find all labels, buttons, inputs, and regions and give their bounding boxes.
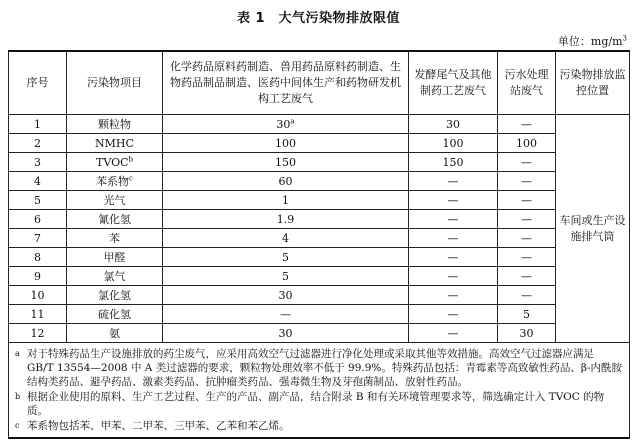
cell-wastewater-limit-text: — xyxy=(521,155,532,169)
table-row xyxy=(9,324,630,343)
cell-pollutant xyxy=(67,286,163,305)
cell-no-text: 6 xyxy=(34,212,41,226)
header-wastewater: 污水处理站废气 xyxy=(498,51,556,115)
cell-pollutant-footnote-mark: c xyxy=(129,173,133,182)
cell-fermentation-limit xyxy=(409,286,498,305)
cell-pollutant-text: 硫化氢 xyxy=(98,307,131,321)
cell-wastewater-limit-text: — xyxy=(521,174,532,188)
cell-pharma-limit xyxy=(163,324,409,343)
cell-no xyxy=(9,305,67,324)
cell-no xyxy=(9,153,67,172)
cell-fermentation-limit-text: — xyxy=(447,193,459,207)
cell-fermentation-limit xyxy=(409,305,498,324)
cell-fermentation-limit xyxy=(409,134,498,153)
header-no: 序号 xyxy=(9,51,67,115)
cell-fermentation-limit-text: — xyxy=(447,326,459,340)
cell-wastewater-limit xyxy=(498,305,556,324)
cell-monitor-location: 车间或生产设施排气筒 xyxy=(556,115,630,343)
cell-no-text: 10 xyxy=(30,288,45,302)
cell-wastewater-limit xyxy=(498,153,556,172)
cell-fermentation-limit xyxy=(409,267,498,286)
cell-no-text: 4 xyxy=(34,174,41,188)
footnote xyxy=(15,419,623,433)
cell-pollutant xyxy=(67,153,163,172)
cell-pharma-limit xyxy=(163,229,409,248)
cell-no xyxy=(9,324,67,343)
table-row xyxy=(9,153,630,172)
cell-pollutant-text: NMHC xyxy=(95,136,134,150)
cell-pharma-limit xyxy=(163,286,409,305)
cell-wastewater-limit-text: 5 xyxy=(523,307,530,321)
cell-pharma-limit-footnote-mark: a xyxy=(290,116,295,125)
cell-fermentation-limit xyxy=(409,229,498,248)
cell-no xyxy=(9,210,67,229)
cell-no-text: 9 xyxy=(34,269,41,283)
table-row xyxy=(9,172,630,191)
footnote xyxy=(15,390,623,418)
cell-wastewater-limit xyxy=(498,210,556,229)
cell-pharma-limit-text: 5 xyxy=(282,250,289,264)
cell-pollutant xyxy=(67,172,163,191)
cell-wastewater-limit-text: — xyxy=(521,212,532,226)
cell-pharma-limit-text: 1.9 xyxy=(276,212,295,226)
table-title: 表 1 大气污染物排放限值 xyxy=(236,11,401,26)
cell-pharma-limit-text: 1 xyxy=(282,193,289,207)
cell-no xyxy=(9,134,67,153)
cell-fermentation-limit-text: 150 xyxy=(442,155,464,169)
footnote-text: 根据企业使用的原料、生产工艺过程、生产的产品、副产品，结合附录 B 和有关环境管理要求等，筛选确定计入 TVOC 的物质。 xyxy=(27,391,605,417)
cell-wastewater-limit xyxy=(498,115,556,134)
cell-pharma-limit xyxy=(163,134,409,153)
table-row xyxy=(9,267,630,286)
emission-limits-table xyxy=(8,50,630,439)
unit-superscript: 3 xyxy=(622,34,627,43)
cell-wastewater-limit xyxy=(498,267,556,286)
cell-pollutant-footnote-mark: b xyxy=(128,154,133,163)
cell-no xyxy=(9,286,67,305)
cell-pollutant xyxy=(67,229,163,248)
cell-no xyxy=(9,229,67,248)
cell-no xyxy=(9,191,67,210)
cell-no-text: 2 xyxy=(34,136,41,150)
footnote-text: 苯系物包括苯、甲苯、二甲苯、三甲苯、乙苯和苯乙烯。 xyxy=(27,420,290,432)
cell-fermentation-limit-text: — xyxy=(447,231,459,245)
cell-wastewater-limit-text: — xyxy=(521,193,532,207)
cell-pollutant xyxy=(67,248,163,267)
cell-wastewater-limit-text: — xyxy=(521,117,532,131)
cell-wastewater-limit xyxy=(498,248,556,267)
cell-pollutant xyxy=(67,134,163,153)
cell-fermentation-limit xyxy=(409,153,498,172)
footnote-mark: b xyxy=(15,392,21,401)
cell-fermentation-limit-text: — xyxy=(447,307,459,321)
cell-wastewater-limit xyxy=(498,191,556,210)
cell-fermentation-limit-text: — xyxy=(447,212,459,226)
cell-wastewater-limit-text: — xyxy=(521,269,532,283)
header-fermentation: 发酵尾气及其他制药工艺废气 xyxy=(409,51,498,115)
table-row xyxy=(9,210,630,229)
cell-pollutant xyxy=(67,305,163,324)
cell-no-text: 12 xyxy=(30,326,45,340)
cell-no-text: 8 xyxy=(34,250,41,264)
cell-no-text: 11 xyxy=(30,307,45,321)
cell-pollutant xyxy=(67,324,163,343)
cell-wastewater-limit-text: 100 xyxy=(516,136,537,150)
cell-pharma-limit-text: 30 xyxy=(278,288,293,302)
cell-pharma-limit-text: — xyxy=(280,307,291,321)
footnote-mark: a xyxy=(15,349,20,358)
cell-fermentation-limit xyxy=(409,115,498,134)
cell-no xyxy=(9,267,67,286)
table-row xyxy=(9,229,630,248)
footnotes-cell xyxy=(9,343,630,439)
cell-wastewater-limit-text: — xyxy=(521,231,532,245)
cell-pollutant-text: 苯 xyxy=(109,231,120,245)
cell-wastewater-limit xyxy=(498,134,556,153)
cell-pharma-limit xyxy=(163,210,409,229)
table-row xyxy=(9,286,630,305)
cell-pollutant xyxy=(67,115,163,134)
cell-fermentation-limit xyxy=(409,324,498,343)
unit-text: 单位：mg/m xyxy=(557,35,623,48)
cell-wastewater-limit xyxy=(498,229,556,248)
footnote-text: 对于特殊药品生产设施排放的药尘废气，应采用高效空气过滤器进行净化处理或采取其他等效措施。高效空气过滤器应满足 GB/T 13554—2008 中 A 类过滤器的要求，颗粒物处理效率不低于 99.9%。特殊药品包括：青霉素等高致敏性药品、β-内酰胺结构类药品、避孕药品、激素类药品、抗肿瘤类药品、强毒微生物及芽孢菌制品、放射性药品。 xyxy=(27,348,623,388)
footnotes-row xyxy=(9,343,630,439)
cell-pollutant-text: 氰化氢 xyxy=(98,212,131,226)
cell-fermentation-limit xyxy=(409,248,498,267)
table-row xyxy=(9,305,630,324)
cell-fermentation-limit xyxy=(409,210,498,229)
header-pollutant: 污染物项目 xyxy=(67,51,163,115)
cell-pharma-limit xyxy=(163,115,409,134)
cell-fermentation-limit xyxy=(409,191,498,210)
cell-pharma-limit-text: 60 xyxy=(278,174,293,188)
cell-no-text: 5 xyxy=(34,193,41,207)
cell-pollutant-text: 氯气 xyxy=(103,269,126,283)
cell-pharma-limit-text: 5 xyxy=(282,269,289,283)
cell-wastewater-limit xyxy=(498,172,556,191)
cell-pharma-limit-text: 4 xyxy=(282,231,289,245)
cell-pharma-limit-text: 30 xyxy=(278,326,293,340)
cell-no xyxy=(9,172,67,191)
cell-fermentation-limit xyxy=(409,172,498,191)
header-pharma-process: 化学药品原料药制造、兽用药品原料药制造、生物药品制品制造、医药中间体生产和药物研发机构工艺废气 xyxy=(163,51,409,115)
cell-no xyxy=(9,115,67,134)
cell-no-text: 1 xyxy=(34,117,41,131)
header-row xyxy=(9,51,630,115)
cell-fermentation-limit-text: 30 xyxy=(446,117,460,131)
cell-pollutant-text: 光气 xyxy=(103,193,126,207)
unit-label xyxy=(558,33,627,49)
cell-pharma-limit xyxy=(163,153,409,172)
cell-pollutant xyxy=(67,210,163,229)
cell-wastewater-limit-text: — xyxy=(521,250,532,264)
cell-no xyxy=(9,248,67,267)
cell-pollutant xyxy=(67,191,163,210)
cell-wastewater-limit-text: 30 xyxy=(519,326,534,340)
cell-wastewater-limit xyxy=(498,286,556,305)
cell-pharma-limit-text: 100 xyxy=(275,136,296,150)
footnote xyxy=(15,347,623,389)
cell-pollutant-text: 氯化氢 xyxy=(98,288,131,302)
cell-wastewater-limit xyxy=(498,324,556,343)
cell-pharma-limit xyxy=(163,305,409,324)
cell-fermentation-limit-text: — xyxy=(447,250,459,264)
cell-pharma-limit-text: 30 xyxy=(276,117,291,131)
cell-pollutant-text: 甲醛 xyxy=(103,250,126,264)
cell-wastewater-limit-text: — xyxy=(521,288,532,302)
table-row xyxy=(9,191,630,210)
cell-pollutant-text: TVOC xyxy=(95,155,129,169)
cell-fermentation-limit-text: — xyxy=(447,288,459,302)
cell-no-text: 3 xyxy=(34,155,41,169)
cell-fermentation-limit-text: — xyxy=(447,174,459,188)
cell-fermentation-limit-text: — xyxy=(447,269,459,283)
cell-pharma-limit xyxy=(163,191,409,210)
cell-no-text: 7 xyxy=(34,231,41,245)
header-monitor-location: 污染物排放监控位置 xyxy=(556,51,630,115)
footnote-mark: c xyxy=(15,421,20,430)
cell-pollutant-text: 颗粒物 xyxy=(98,117,131,131)
cell-pharma-limit xyxy=(163,172,409,191)
table-row xyxy=(9,134,630,153)
cell-pharma-limit xyxy=(163,267,409,286)
table-row xyxy=(9,115,630,134)
cell-pharma-limit-text: 150 xyxy=(275,155,296,169)
cell-pollutant-text: 苯系物 xyxy=(96,174,130,188)
table-row xyxy=(9,248,630,267)
cell-fermentation-limit-text: 100 xyxy=(442,136,464,150)
cell-pollutant-text: 氨 xyxy=(109,326,120,340)
cell-pollutant xyxy=(67,267,163,286)
cell-pharma-limit xyxy=(163,248,409,267)
